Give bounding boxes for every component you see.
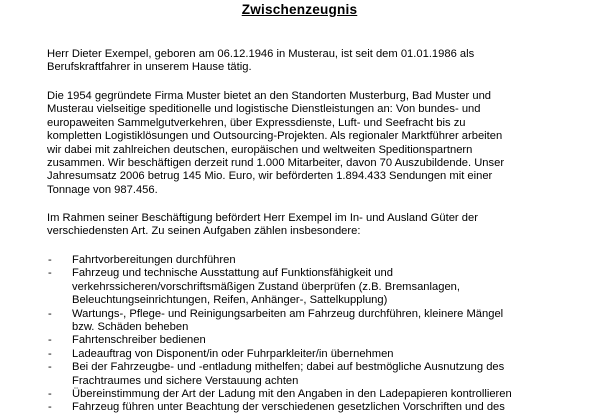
text-line: Fahrtenschreiber bedienen — [72, 334, 206, 347]
task-list — [47, 254, 587, 415]
duties-intro-paragraph — [47, 212, 552, 239]
text-line: Wartungs-, Pflege- und Reinigungsarbeiten am Fahrzeug durchführen, kleinere Mängel — [72, 307, 504, 320]
task-item — [47, 254, 587, 267]
task-item — [47, 348, 587, 361]
text-line: verschiedensten Art. Zu seinen Aufgaben zählen insbesondere: — [47, 225, 361, 238]
text-line: Frachtraumes und sichere Verstauung achten — [72, 374, 299, 387]
intro-paragraph — [47, 48, 552, 75]
text-line: bzw. Schäden beheben — [72, 321, 189, 334]
text-line: kompletten Logistiklösungen und Outsourcing-Projekten. Als regionaler Marktführer arbeiten — [47, 130, 503, 143]
text-line: Die 1954 gegründete Firma Muster bietet an den Standorten Musterburg, Bad Muster und — [47, 90, 492, 102]
text-line: Übereinstimmung der Art der Ladung mit den Angaben in den Ladepapieren kontrollieren — [72, 388, 512, 401]
text-line: Tonnage von 987.456. — [47, 183, 158, 196]
task-item — [47, 267, 587, 307]
text-line: Musterau vielseitige speditionelle und logistische Dienstleistungen an: Von bundes- und — [47, 103, 481, 116]
bullet-dash: - — [48, 401, 52, 414]
text-line: europaweiten Sammelgutverkehren, über Expressdienste, Luft- und Seefracht bis zu — [47, 116, 466, 129]
text-line: Im Rahmen seiner Beschäftigung befördert Herr Exempel im In- und Ausland Güter der — [47, 212, 478, 224]
task-item — [47, 334, 587, 347]
task-item — [47, 308, 587, 335]
bullet-dash: - — [48, 361, 52, 374]
task-item — [47, 361, 587, 388]
task-item — [47, 401, 587, 414]
text-line: verkehrssicheren/vorschriftsmäßigen Zustand überprüfen (z.B. Bremsanlagen, — [72, 280, 461, 293]
text-line: zusammen. Wir beschäftigen derzeit rund 1.000 Mitarbeiter, davon 70 Auszubildende. Unser — [47, 157, 505, 170]
text-line: wir dabei mit zahlreichen deutschen, europäischen und weltweiten Speditionspartnern — [47, 143, 473, 156]
text-line: Bei der Fahrzeugbe- und -entladung mithelfen; dabei auf bestmögliche Ausnutzung des — [72, 361, 505, 374]
text-line: Beleuchtungseinrichtungen, Reifen, Anhänger-, Sattelkupplung) — [72, 294, 388, 307]
text-line: Fahrzeug und technische Ausstattung auf Funktionsfähigkeit und — [72, 267, 393, 280]
text-line: Berufskraftfahrer in unserem Hause tätig. — [47, 61, 252, 74]
text-line: Fahrtvorbereitungen durchführen — [72, 254, 236, 266]
document-title: Zwischenzeugnis — [241, 2, 358, 17]
bullet-dash: - — [48, 267, 52, 280]
text-line: Ladeauftrag von Disponent/in oder Fuhrparkleiter/in übernehmen — [72, 347, 394, 360]
text-line: Fahrzeug führen unter Beachtung der verschiedenen gesetzlichen Vorschriften und des — [72, 401, 505, 414]
bullet-dash: - — [48, 388, 52, 401]
task-item — [47, 388, 587, 401]
company-paragraph — [47, 90, 552, 197]
bullet-dash: - — [48, 334, 52, 347]
bullet-dash: - — [48, 254, 52, 266]
bullet-dash: - — [48, 347, 52, 360]
text-line: Jahresumsatz 2006 betrug 145 Mio. Euro, wir beförderten 1.894.433 Sendungen mit einer — [47, 170, 493, 183]
bullet-dash: - — [48, 307, 52, 320]
text-line: Herr Dieter Exempel, geboren am 06.12.1946 in Musterau, ist seit dem 01.01.1986 als — [47, 48, 475, 60]
